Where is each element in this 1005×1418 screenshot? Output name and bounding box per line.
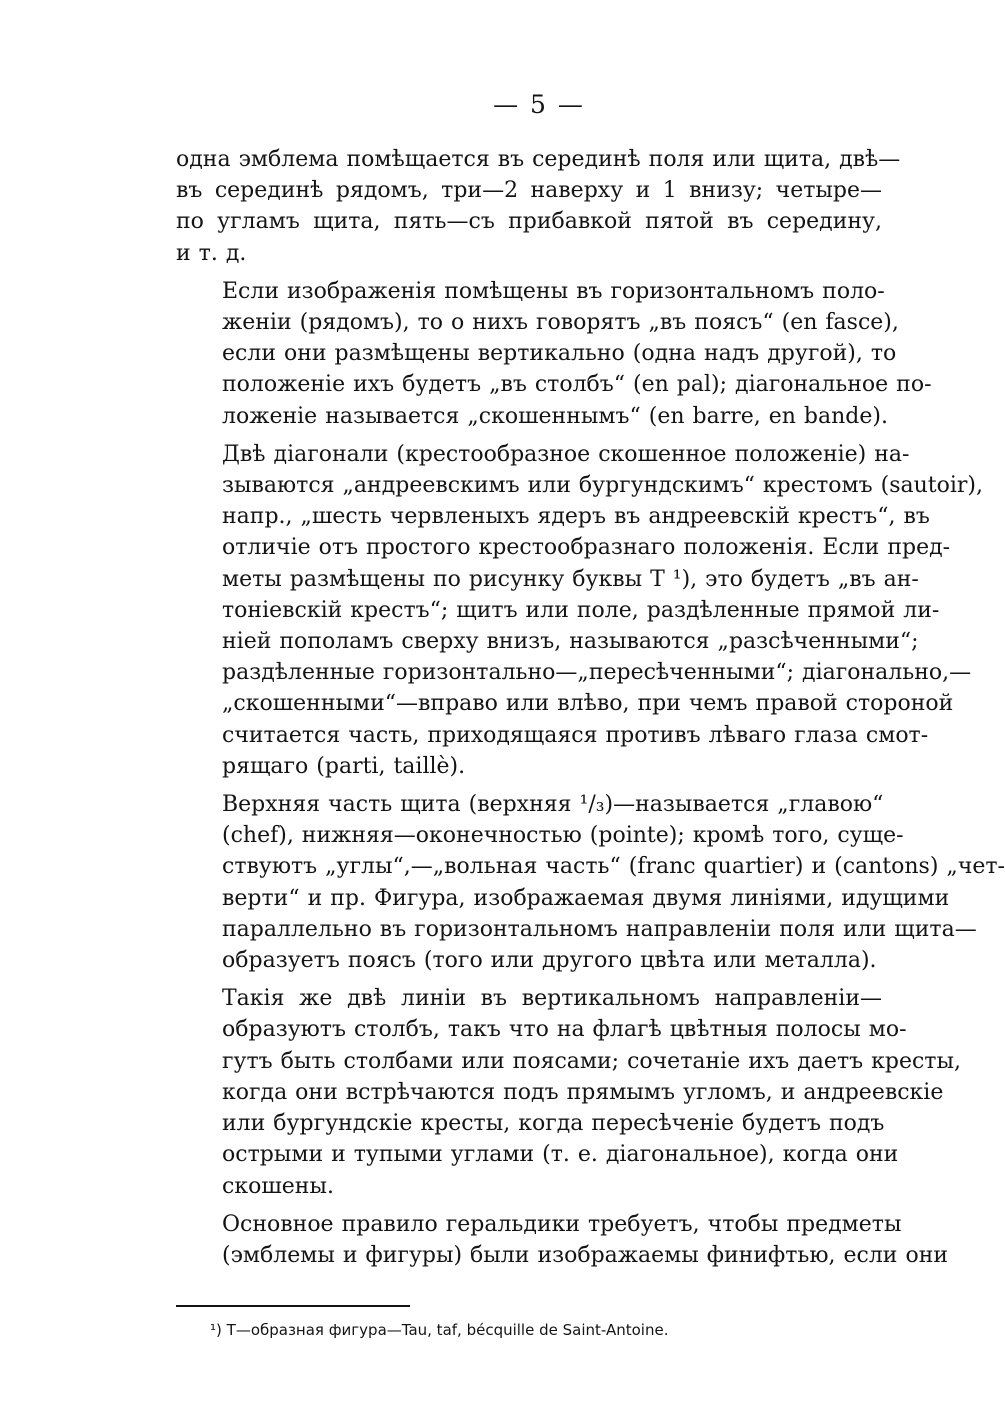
text-line: когда они встрѣчаются подъ прямымъ угломъ, и андреевскіе: [222, 1079, 944, 1105]
text-line: по угламъ щита, пять—съ прибавкой пятой въ середину,: [176, 209, 882, 235]
text-line: тоніевскій крестъ“; щитъ или поле, раздѣленные прямой ли-: [222, 597, 940, 623]
text-line: отличіе отъ простого крестообразнаго положенія. Если пред-: [222, 535, 951, 561]
text-line: меты размѣщены по рисунку буквы Т ¹), это будетъ „въ ан-: [222, 566, 919, 592]
text-line: „скошенными“—вправо или влѣво, при чемъ правой стороной: [222, 691, 954, 717]
paragraph: [176, 1209, 949, 1271]
text-line: параллельно въ горизонтальномъ направленіи поля или щита—: [222, 916, 977, 942]
text-line: рящаго (parti, taillè).: [222, 753, 466, 779]
text-line: если они размѣщены вертикально (одна надъ другой), то: [222, 341, 897, 367]
book-page: [176, 88, 1005, 1341]
footnote-divider: [176, 1305, 410, 1307]
text-line: женіи (рядомъ), то о нихъ говорятъ „въ поясъ“ (en fasce),: [222, 310, 899, 336]
text-line: раздѣленные горизонтально—„пересѣченными“; діагонально,—: [222, 660, 972, 686]
paragraph: [176, 983, 961, 1201]
body-text: [176, 144, 1005, 1271]
text-line: одна эмблема помѣщается въ серединѣ поля или щита, двѣ—: [176, 147, 901, 172]
text-line: въ серединѣ рядомъ, три—2 наверху и 1 внизу; четыре—: [176, 178, 882, 204]
page-number: — 5 —: [493, 90, 585, 119]
paragraph: [176, 789, 1005, 976]
footnote-text: Т—образная фигура—Tau, taf, bécquille de Saint-Antoine.: [226, 1321, 669, 1340]
text-line: образуетъ поясъ (того или другого цвѣта или металла).: [222, 948, 877, 974]
text-line: образуютъ столбъ, такъ что на флагѣ цвѣтныя полосы мо-: [222, 1017, 907, 1043]
text-line: (chef), нижняя—оконечностью (pointe); кромѣ того, суще-: [222, 823, 904, 849]
text-line: и т. д.: [176, 240, 247, 266]
paragraph: [176, 144, 901, 269]
text-line: ніей пополамъ сверху внизъ, называются „разсѣченными“;: [222, 629, 919, 655]
text-line: напр., „шесть червленыхъ ядеръ въ андреевскій крестъ“, въ: [222, 504, 930, 530]
text-line: ствуютъ „углы“,—„вольная часть“ (franc quartier) и (cantons) „чет-: [222, 854, 1005, 880]
text-line: верти“ и пр. Фигура, изображаемая двумя линіями, идущими: [222, 885, 950, 911]
footnote: [176, 1319, 882, 1341]
paragraph: [176, 276, 932, 432]
text-line: (эмблемы и фигуры) были изображаемы финифтью, если они: [222, 1242, 949, 1268]
text-line: Верхняя часть щита (верхняя ¹/₃)—называется „главою“: [222, 792, 884, 818]
text-line: ложеніе называется „скошеннымъ“ (en barre, en bande).: [222, 403, 888, 429]
footnote-marker: ¹): [210, 1321, 222, 1340]
text-line: гутъ быть столбами или поясами; сочетаніе ихъ даетъ кресты,: [222, 1048, 961, 1074]
text-line: или бургундскіе кресты, когда пересѣченіе будетъ подъ: [222, 1111, 885, 1137]
text-line: положеніе ихъ будетъ „въ столбъ“ (en pal); діагональное по-: [222, 372, 932, 398]
text-line: Основное правило геральдики требуетъ, чтобы предметы: [222, 1211, 902, 1237]
text-line: Такія же двѣ линіи въ вертикальномъ направленіи—: [222, 986, 882, 1012]
paragraph: [176, 439, 983, 782]
text-line: Двѣ діагонали (крестообразное скошенное положеніе) на-: [222, 441, 910, 467]
text-line: Если изображенія помѣщены въ горизонтальномъ поло-: [222, 278, 885, 304]
text-line: считается часть, приходящаяся противъ лѣваго глаза смот-: [222, 722, 929, 748]
text-line: острыми и тупыми углами (т. е. діагональное), когда они: [222, 1142, 899, 1168]
text-line: зываются „андреевскимъ или бургундскимъ“ крестомъ (sautoir),: [222, 473, 983, 499]
text-line: скошены.: [222, 1173, 334, 1199]
